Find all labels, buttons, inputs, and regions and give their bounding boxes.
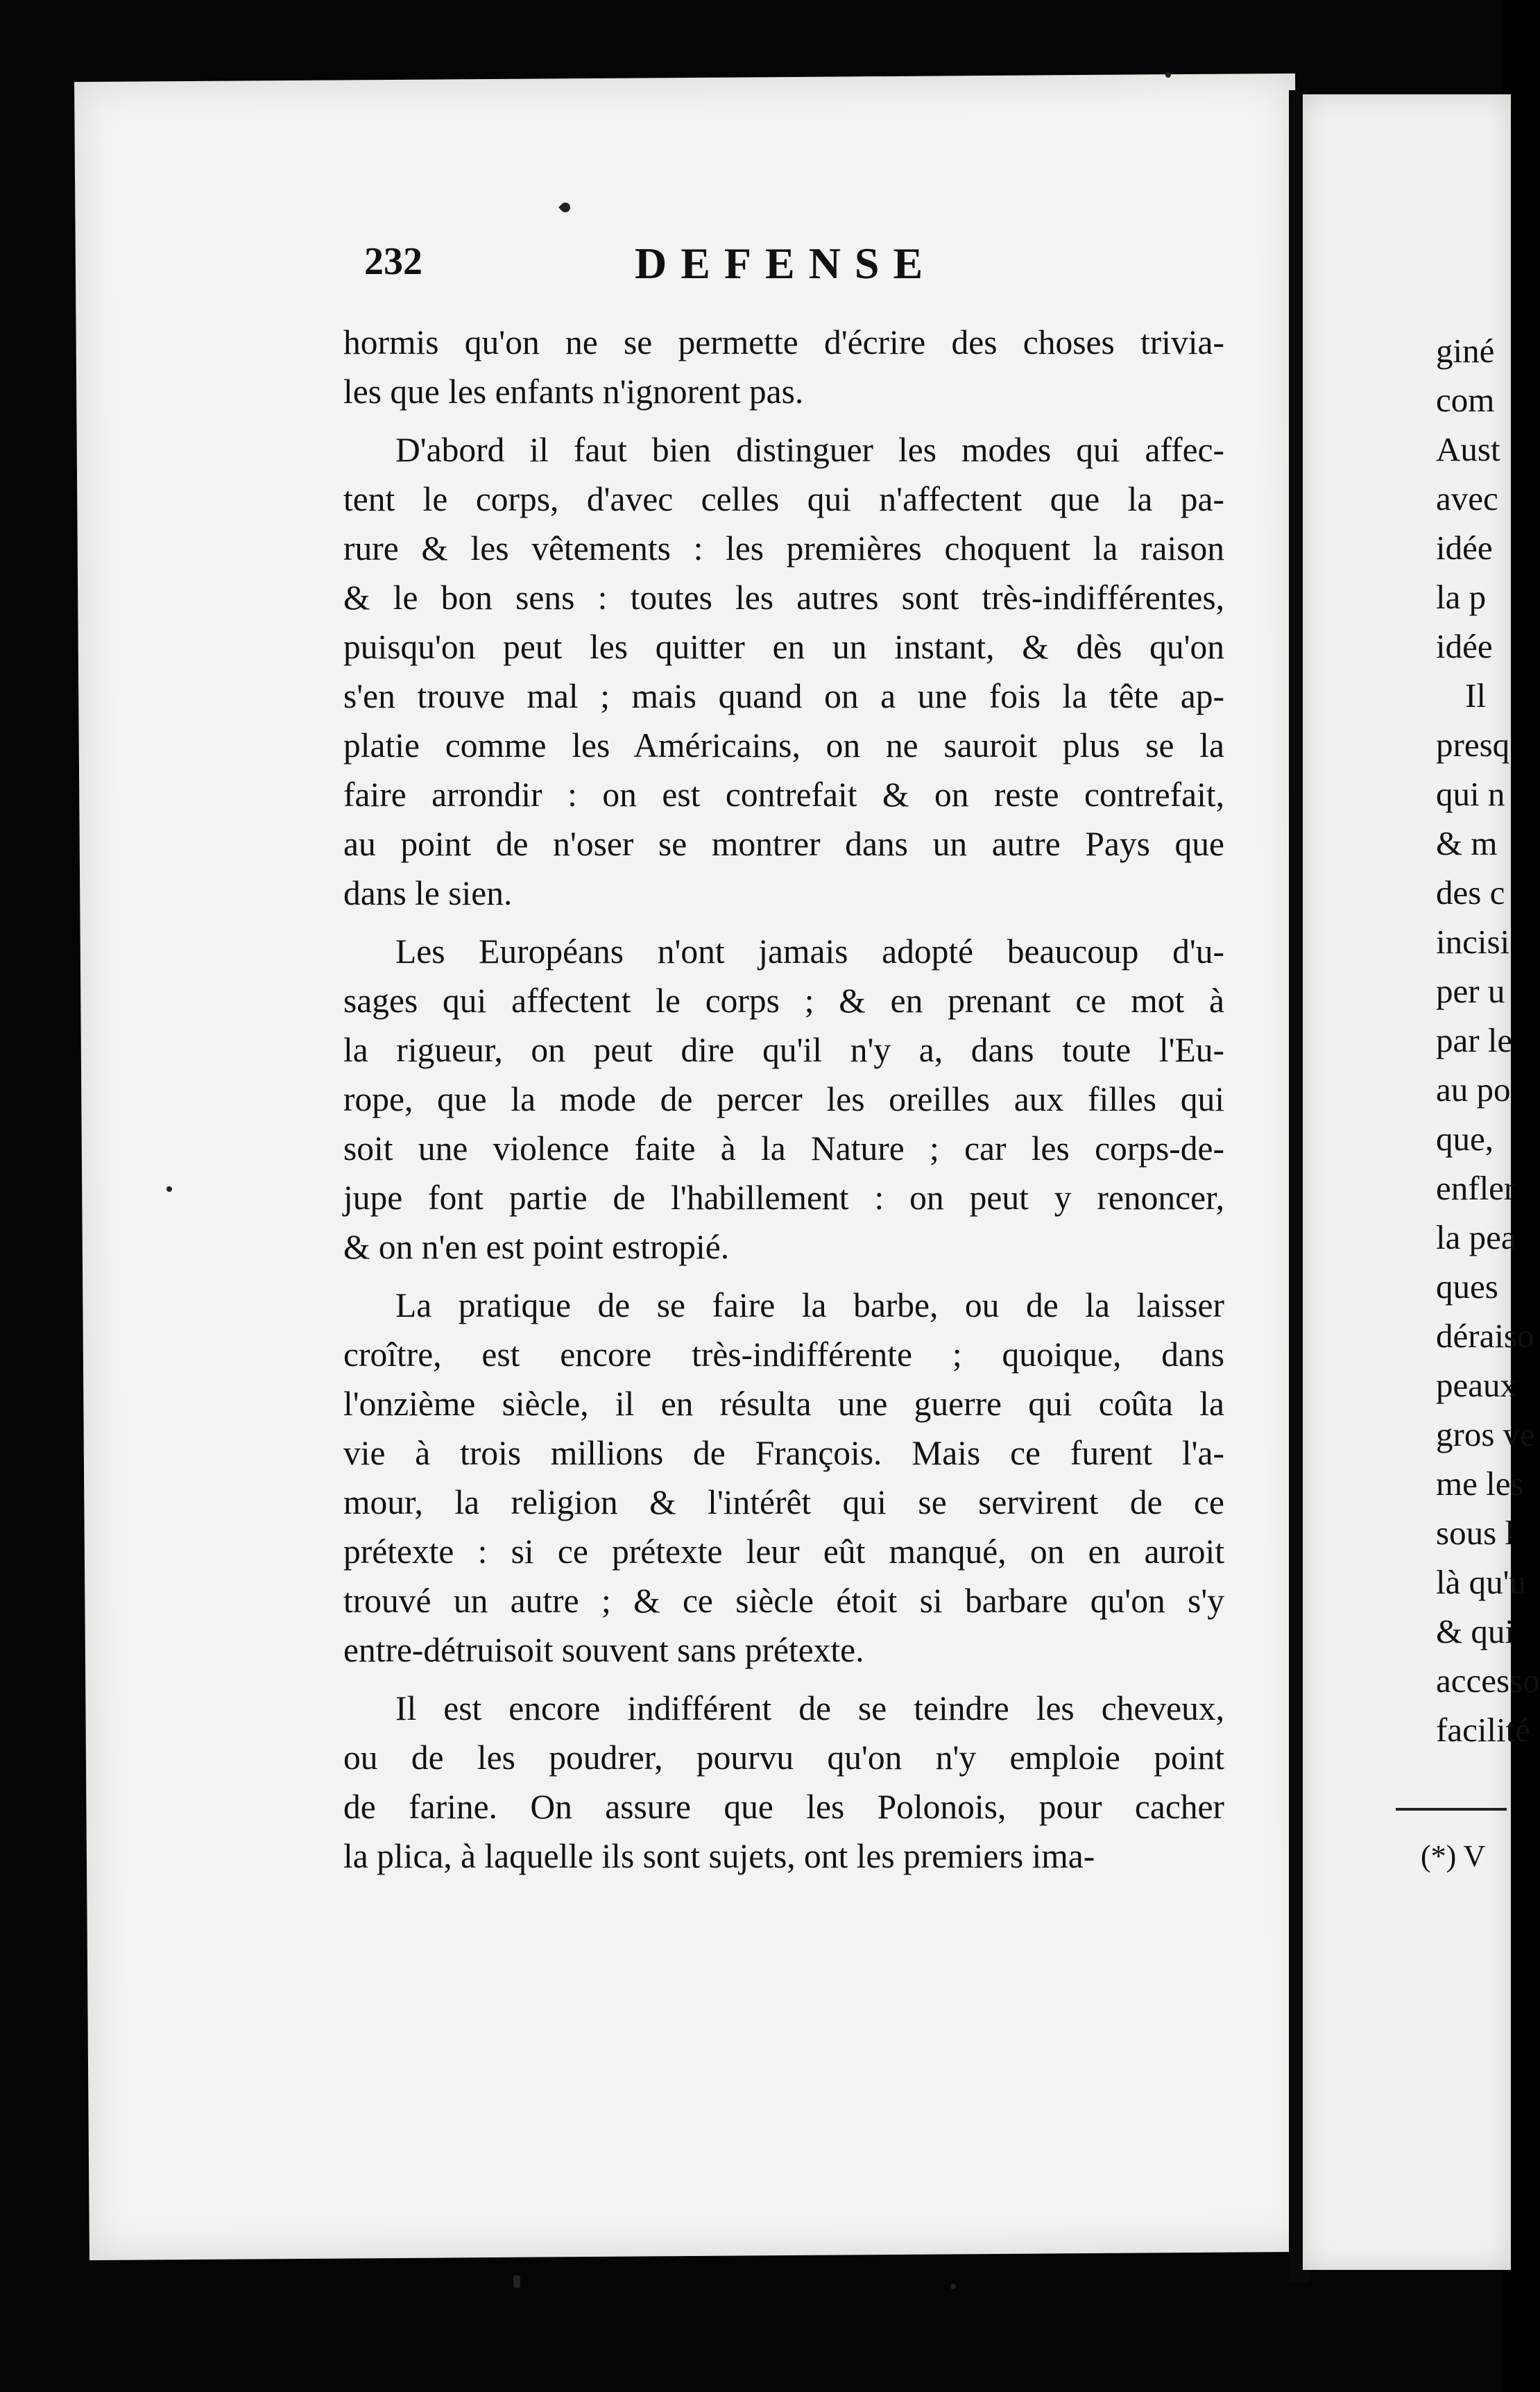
paragraph: [343, 1281, 1224, 1675]
text-line: entre-détruisoit souvent sans prétexte.: [343, 1631, 864, 1669]
text-line: hormis qu'on ne se permette d'écrire des choses trivia-: [343, 323, 1224, 361]
paragraph: [343, 318, 1224, 416]
text-line: Il est encore indifférent de se teindre les cheveux,: [395, 1689, 1224, 1727]
facing-text-line: idée: [1436, 627, 1493, 665]
text-line: trouvé un autre ; & ce siècle étoit si barbare qu'on s'y: [343, 1582, 1224, 1620]
text-line: & on n'en est point estropié.: [343, 1228, 730, 1266]
paper-speck: [513, 2275, 520, 2288]
text-line: jupe font partie de l'habillement : on peut y renoncer,: [343, 1179, 1224, 1217]
facing-text-line: déraiso: [1436, 1317, 1534, 1355]
text-line: au point de n'oser se montrer dans un autre Pays que: [343, 825, 1224, 863]
facing-text-line: per u: [1436, 972, 1505, 1010]
facing-text-line: enfler: [1436, 1169, 1516, 1207]
running-head: [281, 239, 1301, 309]
text-line: la plica, à laquelle ils sont sujets, ont les premiers ima-: [343, 1837, 1095, 1875]
facing-page-text: [1436, 326, 1540, 1754]
facing-text-line: com: [1436, 381, 1495, 419]
page-number: 232: [364, 240, 422, 283]
paper-speck: [950, 2284, 956, 2289]
text-line: rure & les vêtements : les premières choquent la raison: [343, 529, 1224, 567]
text-line: ou de les poudrer, pourvu qu'on n'y emploie point: [343, 1739, 1224, 1777]
text-line: & le bon sens : toutes les autres sont très-indifférentes,: [343, 579, 1224, 617]
paragraph: [343, 1684, 1224, 1881]
facing-text-line: peaux: [1436, 1366, 1517, 1404]
facing-text-line: accesso: [1436, 1661, 1540, 1700]
text-line: dans le sien.: [343, 874, 513, 912]
text-line: soit une violence faite à la Nature ; car les corps-de-: [343, 1129, 1224, 1168]
facing-text-line: la pea: [1436, 1218, 1516, 1256]
facing-text-line: par le: [1436, 1021, 1513, 1059]
facing-text-line: la p: [1436, 578, 1487, 616]
paper-speck: [166, 1186, 172, 1192]
text-line: mour, la religion & l'intérêt qui se servirent de ce: [343, 1483, 1224, 1521]
facing-text-line: me les: [1436, 1464, 1524, 1503]
text-line: puisqu'on peut les quitter en un instant, & dès qu'on: [343, 628, 1224, 666]
text-line: tent le corps, d'avec celles qui n'affectent que la pa-: [343, 480, 1224, 518]
main-text-block: [343, 318, 1224, 1881]
facing-text-line: des c: [1436, 873, 1505, 912]
footnote-rule: [1396, 1808, 1507, 1811]
facing-text-line: là qu'u: [1436, 1563, 1526, 1601]
facing-text-line: & qui: [1436, 1612, 1514, 1650]
text-line: prétexte : si ce prétexte leur eût manqué, on en auroit: [343, 1532, 1224, 1571]
facing-text-line: facilité: [1436, 1711, 1531, 1749]
facing-text-line: & m: [1436, 824, 1498, 862]
facing-page-footnote: (*) V: [1421, 1839, 1486, 1873]
facing-text-line: que,: [1436, 1120, 1494, 1158]
facing-text-line: sous l: [1436, 1514, 1515, 1552]
paragraph: [343, 425, 1224, 918]
text-line: s'en trouve mal ; mais quand on a une fois la tête ap-: [343, 677, 1224, 715]
paragraph: [343, 927, 1224, 1272]
text-line: les que les enfants n'ignorent pas.: [343, 373, 804, 411]
facing-text-line: au po: [1436, 1070, 1511, 1109]
facing-text-line: presq: [1436, 726, 1510, 764]
paper-speck: [1165, 72, 1171, 78]
text-line: la rigueur, on peut dire qu'il n'y a, dans toute l'Eu-: [343, 1031, 1224, 1069]
text-line: l'onzième siècle, il en résulta une guerre qui coûta la: [343, 1385, 1224, 1423]
facing-text-line: giné: [1436, 332, 1495, 370]
text-line: rope, que la mode de percer les oreilles aux filles qui: [343, 1080, 1224, 1118]
facing-text-line: gros ve: [1436, 1415, 1535, 1453]
facing-text-line: incisi: [1436, 923, 1510, 961]
text-line: D'abord il faut bien distinguer les modes qui affec-: [395, 431, 1224, 469]
facing-text-line: avec: [1436, 479, 1498, 518]
facing-text-line: idée: [1436, 529, 1493, 567]
facing-text-line: Aust: [1436, 430, 1500, 468]
text-line: platie comme les Américains, on ne sauroit plus se la: [343, 726, 1224, 764]
text-line: croître, est encore très-indifférente ; quoique, dans: [343, 1335, 1224, 1374]
text-line: faire arrondir : on est contrefait & on reste contrefait,: [343, 776, 1224, 814]
text-line: sages qui affectent le corps ; & en prenant ce mot à: [343, 982, 1224, 1020]
text-line: Les Européans n'ont jamais adopté beaucoup d'u-: [395, 932, 1224, 971]
text-line: vie à trois millions de François. Mais ce furent l'a-: [343, 1434, 1224, 1472]
facing-text-line: ques: [1436, 1267, 1498, 1306]
text-line: La pratique de se faire la barbe, ou de la laisser: [395, 1286, 1224, 1324]
running-title: DEFENSE: [635, 239, 937, 288]
facing-text-line: qui n: [1436, 775, 1505, 813]
text-line: de farine. On assure que les Polonois, pour cacher: [343, 1788, 1224, 1826]
facing-text-line: Il: [1465, 676, 1486, 715]
